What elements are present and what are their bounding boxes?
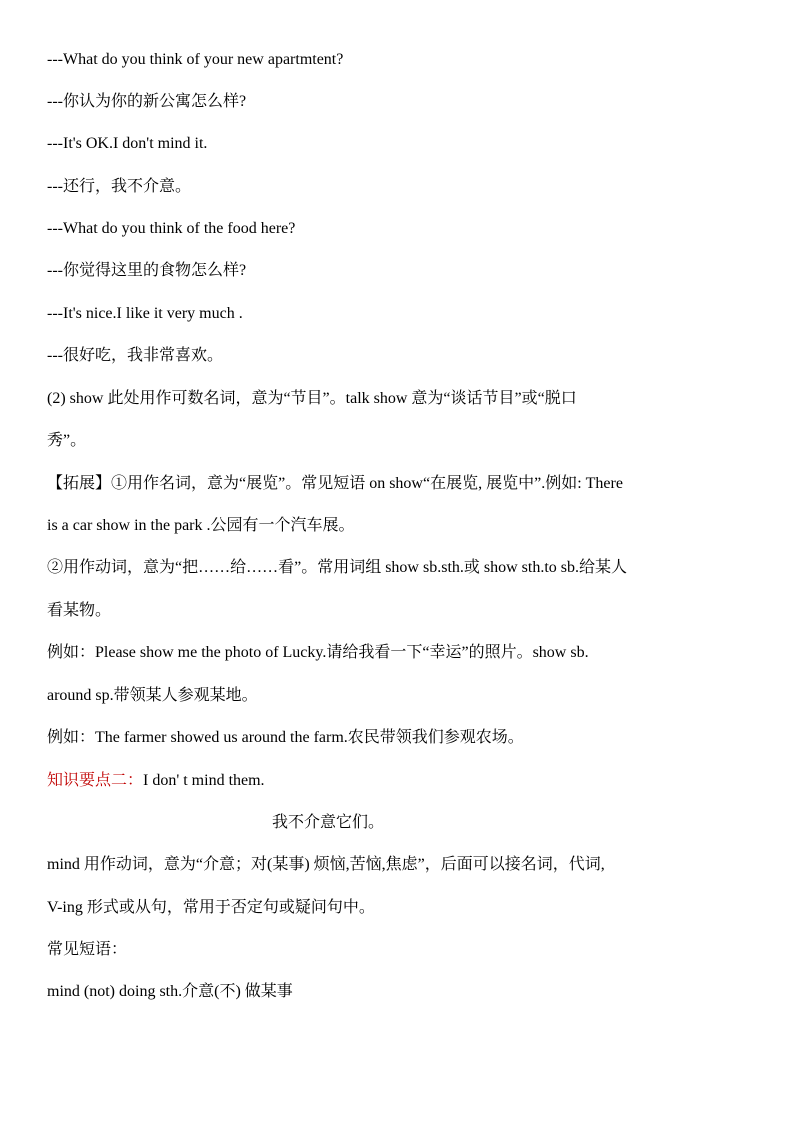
text-line: mind 用作动词，意为“介意；对(某事) 烦恼,苦恼,焦虑”，后面可以接名词，代词, (47, 856, 605, 873)
key-point-label: 知识要点二： (47, 772, 144, 789)
text-line: ②用作动词，意为“把……给……看”。常用词组 show sb.sth.或 show sth.to sb.给某人 (47, 559, 628, 576)
text-line: ---还行，我不介意。 (47, 178, 191, 195)
text-line: ---What do you think of the food here? (47, 220, 296, 237)
text-line: is a car show in the park .公园有一个汽车展。 (47, 517, 355, 534)
text-line: 常见短语： (47, 941, 128, 958)
text-line: 秀”。 (47, 432, 87, 449)
text-line: 看某物。 (47, 602, 112, 619)
text-line: ---很好吃，我非常喜欢。 (47, 347, 223, 364)
text-line: 例如：Please show me the photo of Lucky.请给我看一下“幸运”的照片。show sb. (47, 644, 589, 661)
text-line: ---你觉得这里的食物怎么样? (47, 262, 247, 279)
key-point-line (47, 769, 757, 793)
text-line: ---It's nice.I like it very much . (47, 305, 243, 322)
translation-line: 我不介意它们。 (272, 814, 385, 831)
text-line: ---It's OK.I don't mind it. (47, 135, 208, 152)
text-line: ---你认为你的新公寓怎么样? (47, 93, 247, 110)
key-point-text: I don' t mind them. (143, 772, 265, 789)
text-line: ---What do you think of your new apartmtent? (47, 51, 344, 68)
text-line: mind (not) doing sth.介意(不) 做某事 (47, 983, 293, 1000)
text-line: around sp.带领某人参观某地。 (47, 687, 258, 704)
text-line: (2) show 此处用作可数名词，意为“节目”。talk show 意为“谈话节目”或“脱口 (47, 390, 577, 407)
text-line: V-ing 形式或从句，常用于否定句或疑问句中。 (47, 899, 375, 916)
text-line: 【拓展】①用作名词，意为“展览”。常见短语 on show“在展览, 展览中”.例如: There (47, 475, 623, 492)
text-line: 例如：The farmer showed us around the farm.农民带领我们参观农场。 (47, 729, 524, 746)
